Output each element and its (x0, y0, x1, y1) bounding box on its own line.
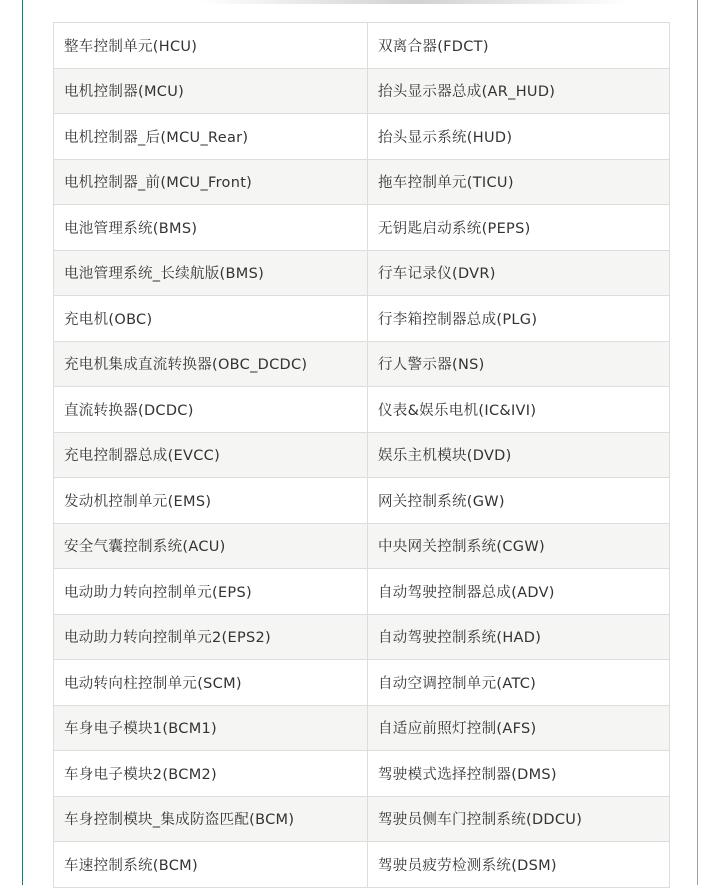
table-cell: 电机控制器(MCU) (54, 68, 368, 114)
table-cell: 安全气囊控制系统(ACU) (54, 523, 368, 569)
table-cell: 车速控制系统(BCM) (54, 842, 368, 888)
table-row (54, 296, 670, 342)
table-cell: 整车控制单元(HCU) (54, 23, 368, 69)
table-row (54, 660, 670, 706)
table-cell: 娱乐主机模块(DVD) (368, 432, 670, 478)
table-cell: 电机控制器_前(MCU_Front) (54, 159, 368, 205)
table-row (54, 796, 670, 842)
table-cell: 双离合器(FDCT) (368, 23, 670, 69)
table-cell: 驾驶模式选择控制器(DMS) (368, 751, 670, 797)
table-cell: 抬头显示器总成(AR_HUD) (368, 68, 670, 114)
table-row (54, 205, 670, 251)
table-cell: 无钥匙启动系统(PEPS) (368, 205, 670, 251)
table-cell: 充电控制器总成(EVCC) (54, 432, 368, 478)
table-cell: 电动转向柱控制单元(SCM) (54, 660, 368, 706)
table-row (54, 159, 670, 205)
table-row (54, 250, 670, 296)
table-cell: 仪表&娱乐电机(IC&IVI) (368, 387, 670, 433)
table-cell: 自动驾驶控制器总成(ADV) (368, 569, 670, 615)
table-cell: 充电机(OBC) (54, 296, 368, 342)
left-border-line (22, 0, 23, 885)
table-cell: 直流转换器(DCDC) (54, 387, 368, 433)
table-cell: 电机控制器_后(MCU_Rear) (54, 114, 368, 160)
table-cell: 网关控制系统(GW) (368, 478, 670, 524)
table-cell: 发动机控制单元(EMS) (54, 478, 368, 524)
table-row (54, 569, 670, 615)
table-cell: 电池管理系统(BMS) (54, 205, 368, 251)
table-row (54, 341, 670, 387)
module-table-container (53, 22, 667, 888)
table-row (54, 705, 670, 751)
table-cell: 电动助力转向控制单元2(EPS2) (54, 614, 368, 660)
table-row (54, 387, 670, 433)
module-table (53, 22, 670, 888)
table-cell: 行人警示器(NS) (368, 341, 670, 387)
table-cell: 中央网关控制系统(CGW) (368, 523, 670, 569)
table-cell: 电动助力转向控制单元(EPS) (54, 569, 368, 615)
table-row (54, 614, 670, 660)
table-cell: 行车记录仪(DVR) (368, 250, 670, 296)
table-cell: 电池管理系统_长续航版(BMS) (54, 250, 368, 296)
table-row (54, 478, 670, 524)
table-row (54, 114, 670, 160)
table-row (54, 523, 670, 569)
table-cell: 驾驶员疲劳检测系统(DSM) (368, 842, 670, 888)
module-table-body (54, 23, 670, 888)
table-row (54, 842, 670, 888)
table-row (54, 23, 670, 69)
table-row (54, 751, 670, 797)
table-cell: 车身控制模块_集成防盗匹配(BCM) (54, 796, 368, 842)
table-cell: 行李箱控制器总成(PLG) (368, 296, 670, 342)
table-cell: 充电机集成直流转换器(OBC_DCDC) (54, 341, 368, 387)
table-cell: 车身电子模块1(BCM1) (54, 705, 368, 751)
table-cell: 抬头显示系统(HUD) (368, 114, 670, 160)
table-row (54, 432, 670, 478)
table-cell: 驾驶员侧车门控制系统(DDCU) (368, 796, 670, 842)
table-cell: 自动空调控制单元(ATC) (368, 660, 670, 706)
table-cell: 车身电子模块2(BCM2) (54, 751, 368, 797)
top-shadow (200, 0, 630, 4)
right-border-line (697, 0, 698, 885)
table-cell: 自适应前照灯控制(AFS) (368, 705, 670, 751)
table-row (54, 68, 670, 114)
table-cell: 自动驾驶控制系统(HAD) (368, 614, 670, 660)
table-cell: 拖车控制单元(TICU) (368, 159, 670, 205)
